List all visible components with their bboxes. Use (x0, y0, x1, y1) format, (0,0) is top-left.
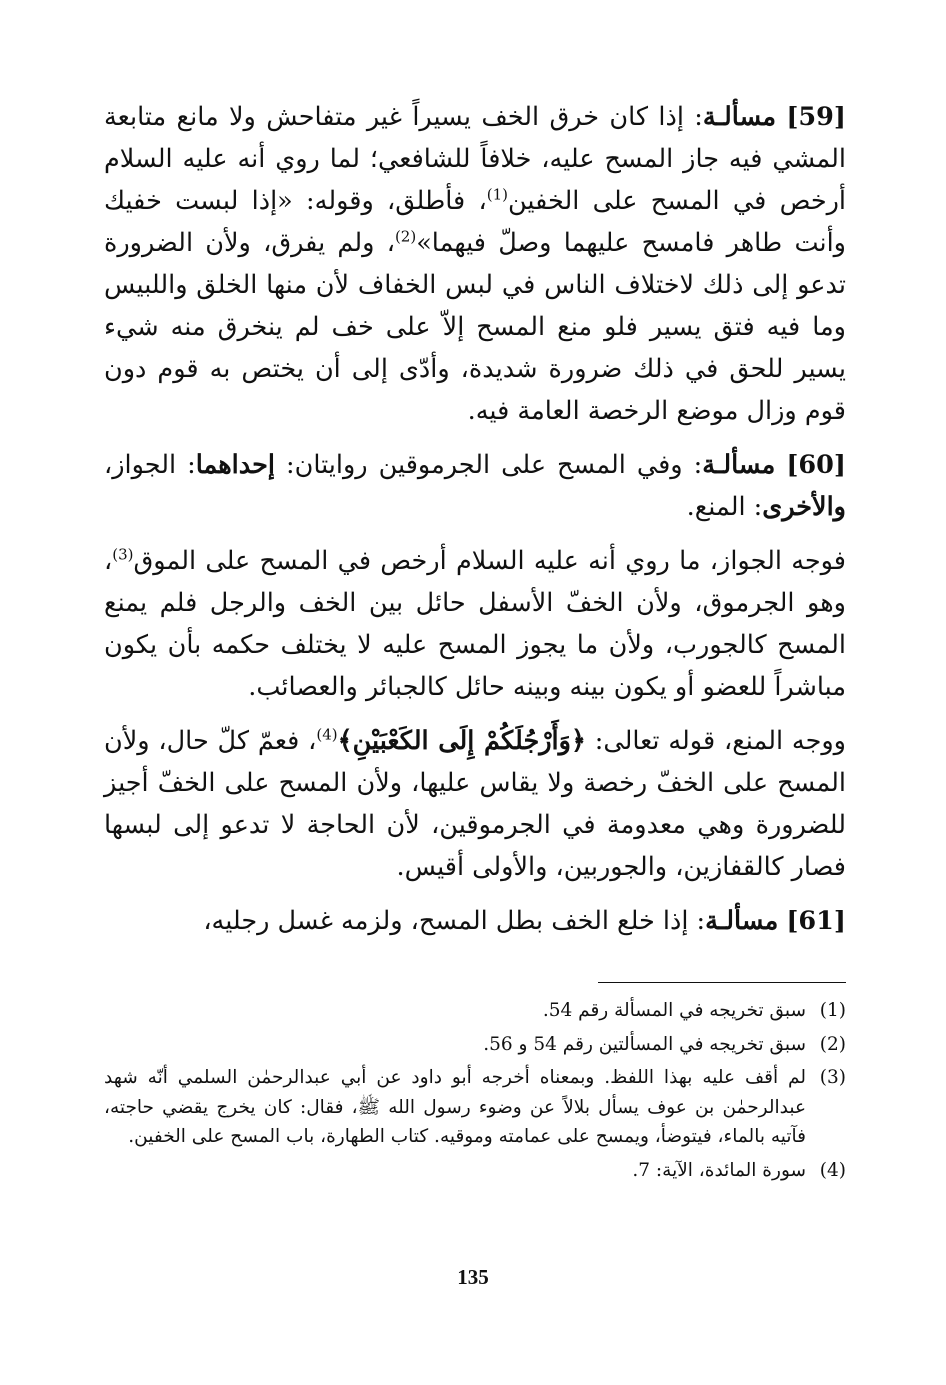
paragraph-61 (104, 900, 846, 942)
footnote-text: سورة المائدة، الآية: 7. (632, 1159, 806, 1181)
footnote-text: سبق تخريجه في المسألتين رقم 54 و 56. (483, 1033, 806, 1055)
paragraph-prohibition (104, 720, 846, 888)
paragraph-text: ، وهو الجرموق، ولأن الخفّ الأسفل حائل بين الخف والرجل فلم يمنع المسح كالجورب، ولأن ما يجوز المسح عليه لا يختلف حكمه بأن يكون مباشراً للعضو أو يكون بينه وبينه حائل كالجبائر والعصائب. (104, 546, 846, 702)
paragraph-text: ، فأطلق، وقوله: «إذا لبست خفيك وأنت طاهر فامسح عليهما وصلّ فيهما» (104, 186, 846, 258)
main-text (104, 96, 846, 942)
paragraph-text: : وفي المسح على الجرموقين روايتان: (275, 450, 703, 480)
issue-number: [60] (786, 450, 846, 480)
footnote-ref: (1) (486, 185, 509, 204)
footnote-number: (4) (819, 1159, 846, 1181)
footnote-item (104, 1156, 846, 1186)
footnote-number: (2) (819, 1033, 846, 1055)
paragraph-permissibility (104, 540, 846, 708)
quran-verse: ﴿وَأَرْجُلَكُمْ إِلَى الكَعْبَيْنِ﴾ (337, 726, 586, 756)
footnote-separator (598, 982, 846, 983)
footnote-item (104, 996, 846, 1026)
paragraph-59 (104, 96, 846, 432)
bold-term: إحداهما (195, 450, 275, 480)
paragraph-text: : إذا كان خرق الخف يسيراً غير متفاحش ولا مانع متابعة المشي فيه جاز المسح عليه، خلافاً للشافعي؛ لما روي أنه عليه السلام أرخص في المسح على الخفين (104, 102, 847, 216)
paragraph-text: فوجه الجواز، ما روي أنه عليه السلام أرخص في المسح على الموق (133, 546, 846, 576)
issue-number: [59] (786, 102, 846, 132)
footnote-number: (3) (819, 1067, 846, 1088)
paragraph-text: ، فعمّ كلّ حال، ولأن المسح على الخفّ رخصة ولا يقاس عليها، ولأن المسح على الخفّ أجيز للضرورة وهي معدومة في الجرموقين، لأن الحاجة لا تدعو إلى لبسها فصار كالقفازين، والجوربين، والأولى أقيس. (104, 726, 846, 882)
issue-keyword: مسألـة (702, 102, 776, 132)
footnotes (104, 996, 846, 1189)
paragraph-text: : الجواز، (104, 450, 196, 480)
footnote-item (104, 1063, 846, 1152)
issue-keyword: مسألـة (705, 906, 779, 936)
bold-term: والأخرى (762, 492, 846, 522)
issue-keyword: مسألـة (702, 450, 776, 480)
footnote-text: لم أقف عليه بهذا اللفظ. وبمعناه أخرجه أبو داود عن أبي عبدالرحمٰن السلمي أنّه شهد عبدالرحمٰن بن عوف يسأل بلالاً عن وضوء رسول الله ﷺ، فقال: كان يخرج يقضي حاجته، فآتيه بالماء، فيتوضأ، ويمسح على عمامته وموقيه. كتاب الطهارة، باب المسح على الخفين. (104, 1067, 806, 1147)
footnote-ref: (3) (112, 545, 134, 564)
footnote-text: سبق تخريجه في المسألة رقم 54. (542, 1000, 806, 1021)
page-number: 135 (457, 1265, 489, 1289)
footnote-ref: (2) (394, 227, 417, 246)
paragraph-text: : المنع. (686, 492, 763, 522)
paragraph-text: ، ولم يفرق، ولأن الضرورة تدعو إلى ذلك لاختلاف الناس في لبس الخفاف لأن منها الخلق واللبيس وما فيه فتق يسير فلو منع المسح إلاّ على خف لم ينخرق منه شيء يسير للحق في ذلك ضرورة شديدة، وأدّى إلى أن يختص به قوم دون قوم وزال موضع الرخصة العامة فيه. (104, 228, 846, 426)
footnote-number: (1) (819, 1000, 846, 1021)
footnote-item (104, 1030, 846, 1060)
paragraph-60 (104, 444, 846, 528)
paragraph-text: : إذا خلع الخف بطل المسح، ولزمه غسل رجليه، (203, 906, 706, 936)
paragraph-text: ووجه المنع، قوله تعالى: (585, 726, 846, 756)
footnote-ref: (4) (316, 725, 338, 744)
issue-number: [61] (786, 906, 846, 936)
